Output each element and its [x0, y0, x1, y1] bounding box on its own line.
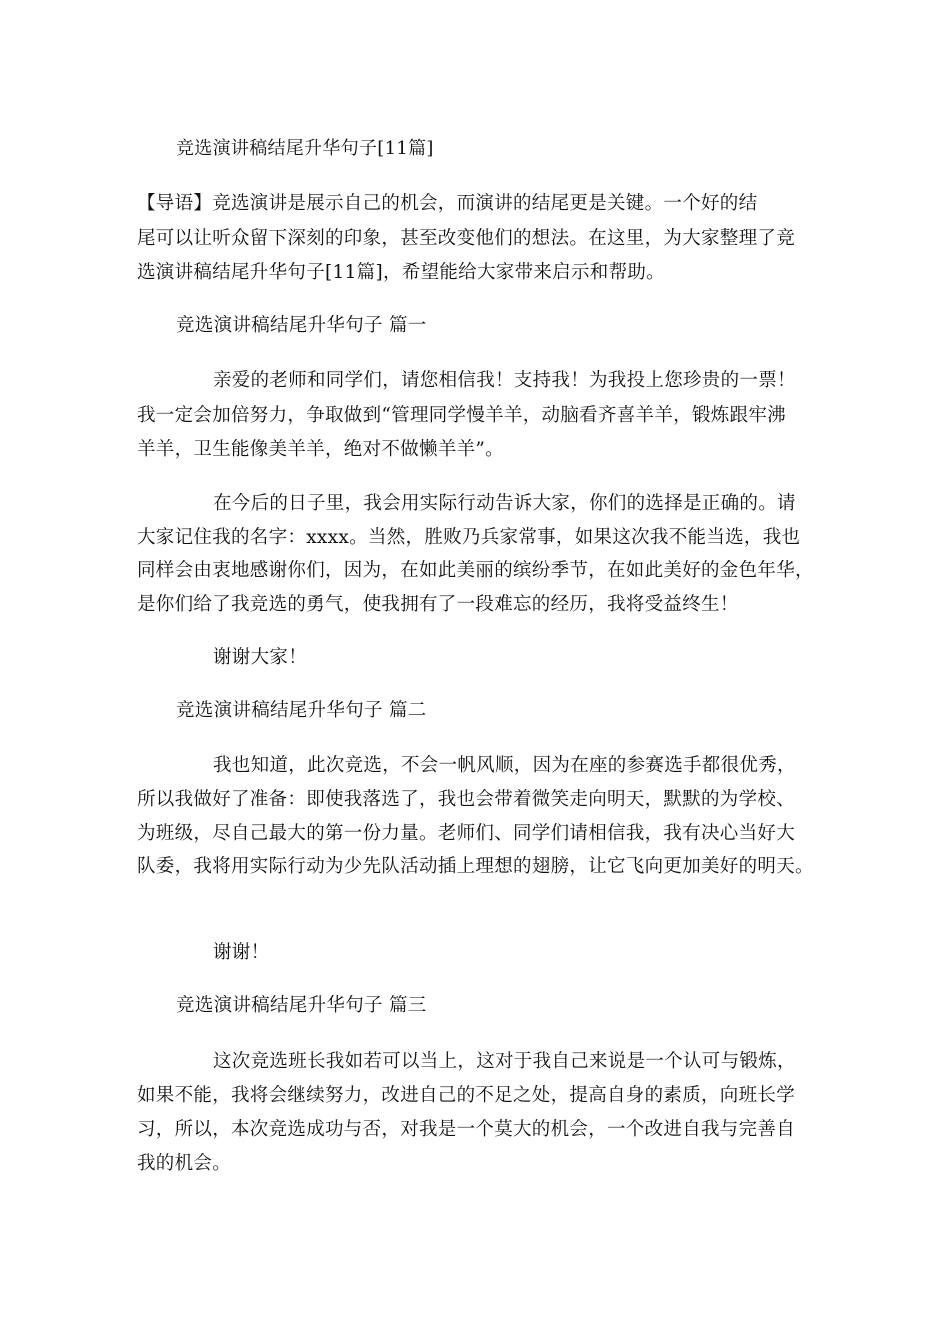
paragraph-line: 我的机会。: [137, 1153, 232, 1174]
paragraph-line: 为班级，尽自己最大的第一份力量。老师们、同学们请相信我，我有决心当好大: [137, 823, 796, 844]
intro-line: 选演讲稿结尾升华句子[11篇]，希望能给大家带来启示和帮助。: [137, 262, 665, 283]
paragraph-line: 队委，我将用实际行动为少先队活动插上理想的翅膀，让它飞向更加美好的明天。: [137, 856, 814, 877]
paragraph-line: 在今后的日子里，我会用实际行动告诉大家，你们的选择是正确的。请: [213, 493, 796, 514]
paragraph-line: 这次竞选班长我如若可以当上，这对于我自己来说是一个认可与锻炼，: [213, 1051, 796, 1072]
closing-line: 谢谢大家！: [213, 647, 308, 668]
closing-line: 谢谢！: [213, 942, 270, 963]
section-heading: 竞选演讲稿结尾升华句子 篇三: [176, 995, 427, 1016]
paragraph-line: 大家记住我的名字：xxxx。当然，胜败乃兵家常事，如果这次我不能当选，我也: [137, 527, 801, 548]
paragraph-line: 亲爱的老师和同学们，请您相信我！支持我！为我投上您珍贵的一票！: [213, 370, 796, 391]
paragraph-line: 如果不能，我将会继续努力，改进自己的不足之处，提高自身的素质，向班长学: [137, 1085, 796, 1106]
intro-line: 【导语】竞选演讲是展示自己的机会，而演讲的结尾更是关键。一个好的结: [137, 193, 758, 214]
section-heading: 竞选演讲稿结尾升华句子 篇二: [176, 700, 427, 721]
document-title: 竞选演讲稿结尾升华句子[11篇]: [176, 138, 434, 159]
paragraph-line: 所以我做好了准备：即使我落选了，我也会带着微笑走向明天，默默的为学校、: [137, 789, 796, 810]
intro-line: 尾可以让听众留下深刻的印象，甚至改变他们的想法。在这里，为大家整理了竞: [137, 228, 796, 249]
paragraph-line: 我也知道，此次竞选，不会一帆风顺，因为在座的参赛选手都很优秀，: [213, 755, 796, 776]
paragraph-line: 羊羊，卫生能像美羊羊，绝对不做懒羊羊”。: [137, 439, 504, 460]
paragraph-line: 同样会由衷地感谢你们，因为，在如此美丽的缤纷季节，在如此美好的金色年华，: [137, 560, 814, 581]
paragraph-line: 是你们给了我竞选的勇气，使我拥有了一段难忘的经历，我将受益终生！: [137, 594, 739, 615]
section-heading: 竞选演讲稿结尾升华句子 篇一: [176, 315, 427, 336]
paragraph-line: 我一定会加倍努力，争取做到“管理同学慢羊羊，动脑看齐喜羊羊，锻炼跟牢沸: [137, 405, 786, 426]
paragraph-line: 习，所以，本次竞选成功与否，对我是一个莫大的机会，一个改进自我与完善自: [137, 1119, 796, 1140]
